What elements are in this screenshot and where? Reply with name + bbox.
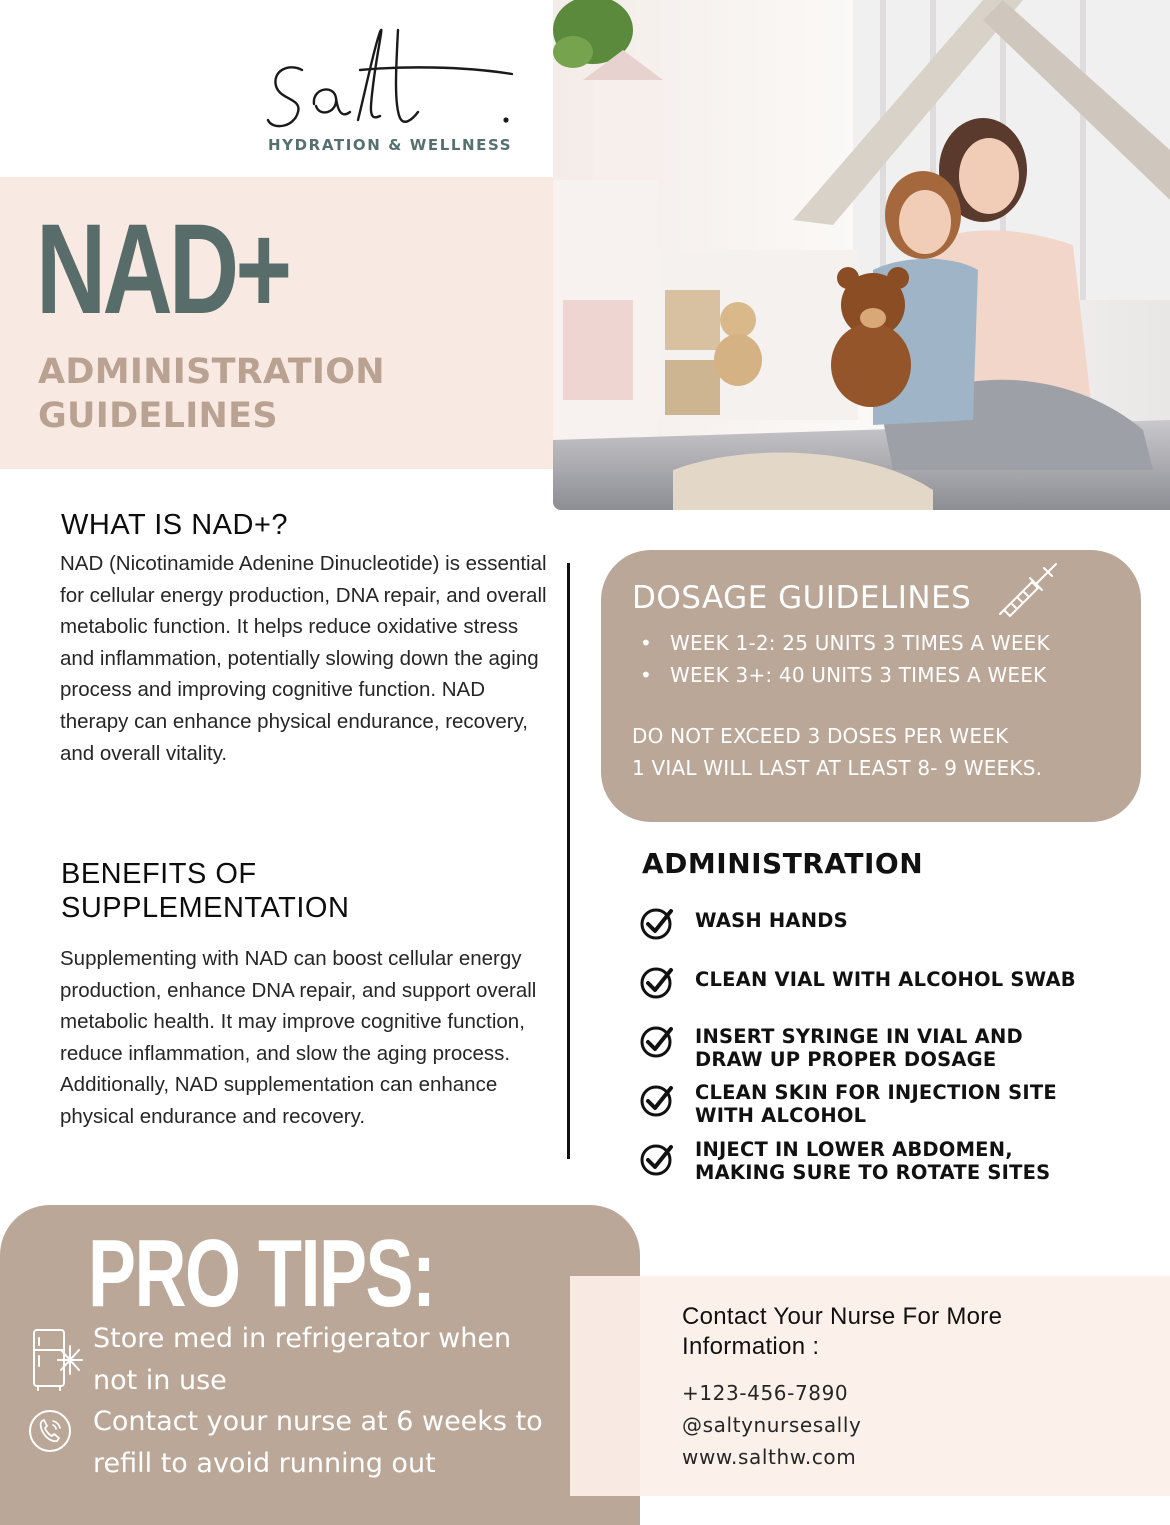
contact-website-link[interactable]: www.salthw.com (682, 1445, 857, 1469)
subtitle-line-1: ADMINISTRATION (38, 352, 385, 392)
check-circle-icon (639, 1141, 675, 1177)
subtitle-line-2: GUIDELINES (38, 396, 278, 436)
benefits-heading-line-2: SUPPLEMENTATION (61, 892, 350, 924)
administration-heading: ADMINISTRATION (642, 847, 924, 880)
admin-step-5-line-2: MAKING SURE TO ROTATE SITES (695, 1161, 1051, 1184)
column-divider (567, 563, 570, 1159)
dosage-vial-note: 1 VIAL WILL LAST AT LEAST 8- 9 WEEKS. (632, 756, 1043, 780)
check-circle-icon (639, 905, 675, 941)
fridge-icon (30, 1328, 86, 1392)
check-circle-icon (639, 1082, 675, 1118)
admin-step-1: WASH HANDS (695, 909, 848, 932)
contact-phone[interactable]: +123-456-7890 (682, 1381, 849, 1405)
page-title: NAD+ (36, 198, 289, 341)
admin-step-2: CLEAN VIAL WITH ALCOHOL SWAB (695, 968, 1076, 991)
check-circle-icon (639, 964, 675, 1000)
syringe-icon (990, 558, 1060, 622)
dosage-item-week-1-2: • WEEK 1-2: 25 UNITS 3 TIMES A WEEK (640, 627, 1050, 659)
admin-step-3-line-1: INSERT SYRINGE IN VIAL AND (695, 1025, 1023, 1048)
check-circle-icon (639, 1023, 675, 1059)
admin-step-5 (695, 1138, 1050, 1184)
hero-photo (553, 0, 1170, 510)
contact-social-handle[interactable]: @saltynursesally (682, 1413, 862, 1437)
what-is-body: NAD (Nicotinamide Adenine Dinucleotide) is essential for cellular energy production, DNA repair, and overall metabolic function. It helps reduce oxidative stress and inflammation, potentially slowing down the aging process and improving cognitive function. NAD therapy can enhance physical endurance, recovery, and overall vitality. (60, 552, 547, 765)
benefits-heading-line-1: BENEFITS OF (61, 858, 257, 890)
pro-tips-title: PRO TIPS: (88, 1220, 435, 1327)
admin-step-5-line-1: INJECT IN LOWER ABDOMEN, (695, 1138, 1013, 1161)
tip-refrigerate: Store med in refrigerator when not in use (93, 1323, 512, 1396)
admin-step-4-line-1: CLEAN SKIN FOR INJECTION SITE (695, 1081, 1057, 1104)
tip-contact-refill: Contact your nurse at 6 weeks to refill to avoid running out (93, 1406, 543, 1479)
admin-step-4 (695, 1081, 1057, 1127)
benefits-body: Supplementing with NAD can boost cellular energy production, enhance DNA repair, and support overall metabolic health. It may improve cognitive function, reduce inflammation, and slow the aging process. Additionally, NAD supplementation can enhance physical endurance and recovery. (60, 947, 537, 1128)
dosage-item-week-3: • WEEK 3+: 40 UNITS 3 TIMES A WEEK (640, 659, 1050, 691)
dosage-title: DOSAGE GUIDELINES (632, 580, 972, 616)
dosage-list (640, 627, 1050, 691)
phone-icon (27, 1408, 73, 1454)
admin-step-4-line-2: WITH ALCOHOL (695, 1104, 867, 1127)
admin-step-3 (695, 1025, 1023, 1071)
admin-step-3-line-2: DRAW UP PROPER DOSAGE (695, 1048, 997, 1071)
dosage-max-note: DO NOT EXCEED 3 DOSES PER WEEK (632, 724, 1009, 748)
benefits-heading (61, 857, 349, 925)
salt-logo (262, 8, 524, 138)
what-is-heading: WHAT IS NAD+? (61, 509, 289, 541)
contact-heading: Contact Your Nurse For More Information : (682, 1303, 1003, 1360)
contact-accent (570, 1276, 640, 1496)
brand-tagline: HYDRATION & WELLNESS (268, 136, 513, 154)
